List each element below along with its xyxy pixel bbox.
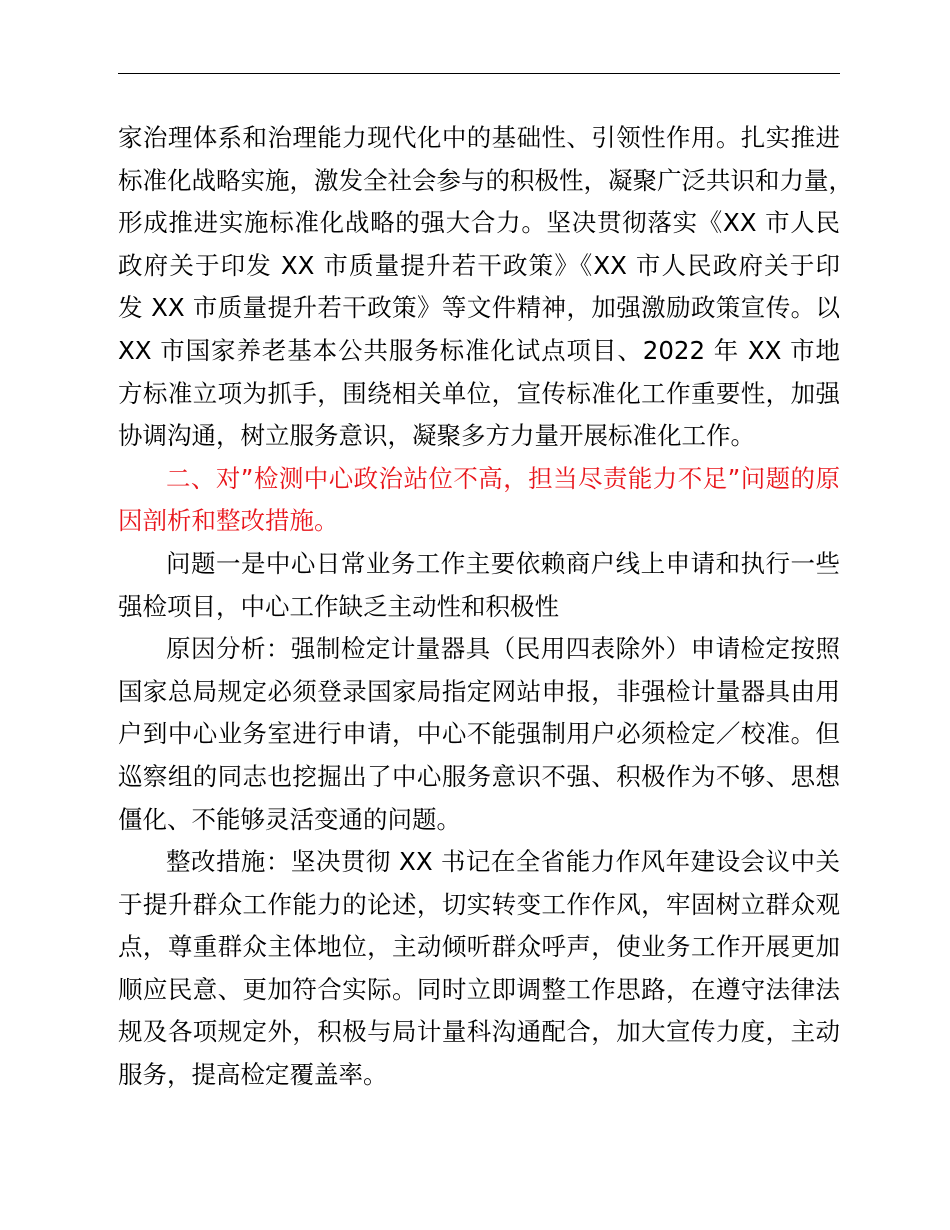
text-line: 户到中心业务室进行申请，中心不能强制用户必须检定／校准。但: [118, 719, 840, 749]
text-line: 方标准立项为抓手，围绕相关单位，宣传标准化工作重要性，加强: [118, 378, 840, 408]
text-line: 标准化战略实施，激发全社会参与的积极性，凝聚广泛共识和力量，: [118, 165, 853, 195]
text-line: 原因分析：强制检定计量器具（民用四表除外）申请检定按照: [166, 634, 840, 664]
text-line: 服务，提高检定覆盖率。: [118, 1060, 388, 1090]
text-line: 点，尊重群众主体地位，主动倾听群众呼声，使业务工作开展更加: [118, 932, 840, 962]
heading-line: 因剖析和整改措施。: [118, 506, 339, 536]
text-line: XX 市国家养老基本公共服务标准化试点项目、2022 年 XX 市地: [118, 335, 840, 365]
text-line: 僵化、不能够灵活变通的问题。: [118, 804, 461, 834]
paragraph: [118, 117, 853, 458]
text-line: 发 XX 市质量提升若干政策》等文件精神，加强激励政策宣传。以: [118, 293, 840, 323]
text-line: 形成推进实施标准化战略的强大合力。坚决贯彻落实《XX 市人民: [118, 208, 840, 238]
text-line: 于提升群众工作能力的论述，切实转变工作作风，牢固树立群众观: [118, 889, 840, 919]
heading-line: 二、对”检测中心政治站位不高，担当尽责能力不足”问题的原: [166, 463, 840, 493]
text-line: 协调沟通，树立服务意识，凝聚多方力量开展标准化工作。: [118, 421, 755, 451]
paragraph: [118, 628, 840, 841]
paragraph: [118, 543, 840, 628]
text-line: 顺应民意、更加符合实际。同时立即调整工作思路，在遵守法律法: [118, 974, 840, 1004]
text-line: 强检项目，中心工作缺乏主动性和积极性: [118, 591, 559, 621]
paragraph: [118, 841, 840, 1097]
header-rule: [118, 73, 840, 74]
text-line: 家治理体系和治理能力现代化中的基础性、引领性作用。扎实推进: [118, 123, 840, 152]
text-line: 规及各项规定外，积极与局计量科沟通配合，加大宣传力度，主动: [118, 1017, 840, 1047]
section-heading: [118, 458, 840, 543]
text-line: 政府关于印发 XX 市质量提升若干政策》《XX 市人民政府关于印: [118, 250, 840, 280]
text-line: 巡察组的同志也挖掘出了中心服务意识不强、积极作为不够、思想: [118, 761, 840, 791]
text-line: 整改措施：坚决贯彻 XX 书记在全省能力作风年建设会议中关: [166, 847, 840, 877]
document-body: [118, 117, 853, 1097]
text-line: 问题一是中心日常业务工作主要依赖商户线上申请和执行一些: [166, 548, 840, 578]
text-line: 国家总局规定必须登录国家局指定网站申报，非强检计量器具由用: [118, 676, 840, 706]
